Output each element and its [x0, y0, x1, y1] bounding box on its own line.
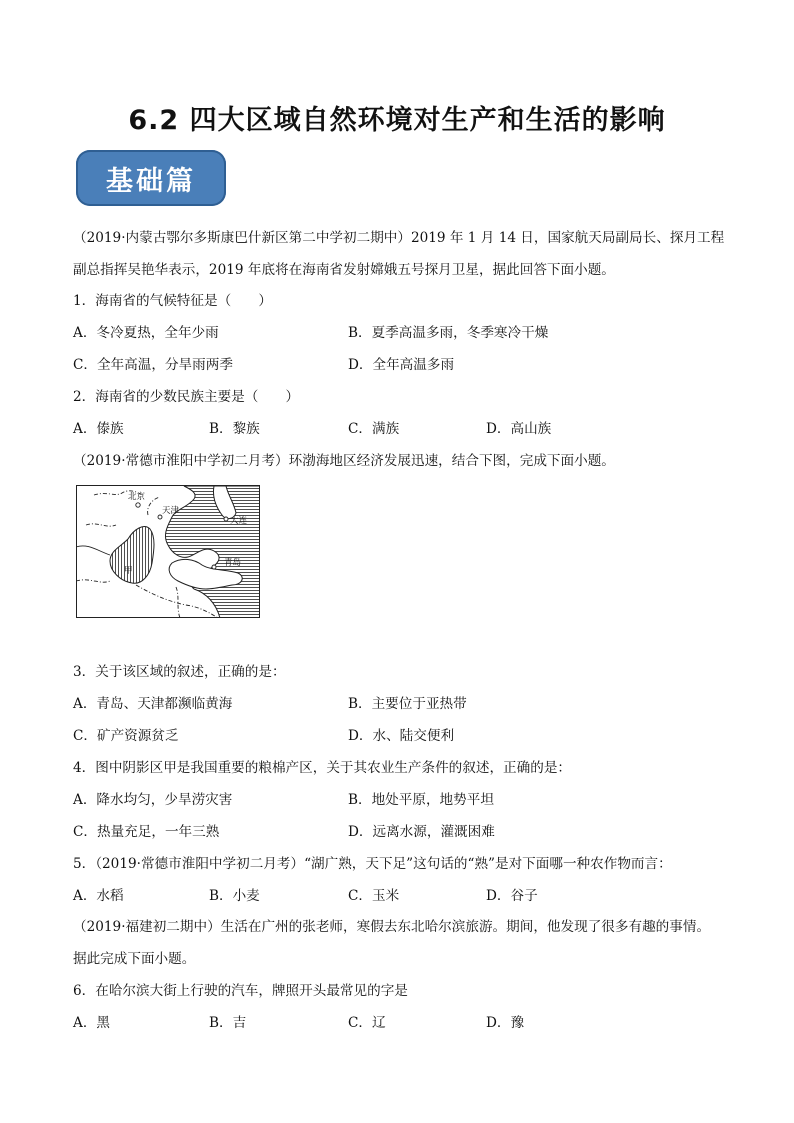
option-6d[interactable]: D．豫: [486, 1015, 525, 1031]
map-label-qingdao: 青岛: [224, 558, 242, 568]
option-2b[interactable]: B．黎族: [209, 421, 260, 437]
option-6c[interactable]: C．辽: [348, 1015, 386, 1031]
option-2d[interactable]: D．高山族: [486, 421, 552, 437]
city-marker-qingdao: [212, 565, 216, 569]
option-3b[interactable]: B．主要位于亚热带: [348, 696, 467, 712]
option-1b[interactable]: B．夏季高温多雨，冬季寒冷干燥: [348, 325, 549, 341]
page-title: 6.2 四大区域自然环境对生产和生活的影响: [128, 105, 666, 136]
section-badge-label: 基础篇: [106, 165, 196, 197]
option-4b[interactable]: B．地处平原，地势平坦: [348, 792, 494, 808]
option-5a[interactable]: A．水稻: [73, 888, 124, 904]
option-5b[interactable]: B．小麦: [209, 888, 260, 904]
section-badge: [76, 150, 226, 206]
map-label-beijing: 北京: [128, 492, 146, 502]
question-3-stem: 3．关于该区域的叙述，正确的是：: [73, 664, 286, 680]
map-label-tianjin: 天津: [162, 506, 180, 516]
option-3c[interactable]: C．矿产资源贫乏: [73, 728, 179, 744]
option-1a[interactable]: A．冬冷夏热，全年少雨: [73, 325, 219, 341]
option-5d[interactable]: D．谷子: [486, 888, 538, 904]
intro-3-line-1: （2019·福建初二期中）生活在广州的张老师，寒假去东北哈尔滨旅游。期间，他发现了很多有趣的事情。: [73, 919, 711, 935]
question-6-stem: 6．在哈尔滨大街上行驶的汽车，牌照开头最常见的字是: [73, 983, 408, 999]
option-6a[interactable]: A．黑: [73, 1015, 111, 1031]
intro-1-line-2: 副总指挥吴艳华表示，2019 年底将在海南省发射嫦娥五号探月卫星，据此回答下面小题。: [73, 262, 615, 278]
bohai-region-map: [76, 485, 260, 618]
question-5-stem: 5．（2019·常德市淮阳中学初二月考）“湖广熟，天下足”这句话的“熟”是对下面哪一种农作物而言：: [73, 856, 672, 872]
question-4-stem: 4．图中阴影区甲是我国重要的粮棉产区，关于其农业生产条件的叙述，正确的是：: [73, 760, 572, 776]
option-4c[interactable]: C．热量充足，一年三熟: [73, 824, 220, 840]
option-3d[interactable]: D．水、陆交便利: [348, 728, 455, 744]
map-label-jia: 甲: [124, 566, 133, 576]
option-4a[interactable]: A．降水均匀，少旱涝灾害: [73, 792, 233, 808]
option-2a[interactable]: A．傣族: [73, 421, 124, 437]
intro-2: （2019·常德市淮阳中学初二月考）环渤海地区经济发展迅速，结合下图，完成下面小题。: [73, 453, 615, 469]
option-4d[interactable]: D．远离水源，灌溉困难: [348, 824, 495, 840]
option-3a[interactable]: A．青岛、天津都濒临黄海: [73, 696, 233, 712]
city-marker-dalian: [224, 517, 228, 521]
option-6b[interactable]: B．吉: [209, 1015, 247, 1031]
question-2-stem: 2．海南省的少数民族主要是（ ）: [73, 389, 300, 405]
option-1d[interactable]: D．全年高温多雨: [348, 357, 455, 373]
question-1-stem: 1．海南省的气候特征是（ ）: [73, 293, 272, 309]
intro-3-line-2: 据此完成下面小题。: [73, 951, 196, 967]
option-5c[interactable]: C．玉米: [348, 888, 400, 904]
option-2c[interactable]: C．满族: [348, 421, 400, 437]
intro-1-line-1: （2019·内蒙古鄂尔多斯康巴什新区第二中学初二期中）2019 年 1 月 14 日，国家航天局副局长、探月工程: [73, 230, 725, 246]
map-label-dalian: 大连: [230, 516, 248, 526]
option-1c[interactable]: C．全年高温，分旱雨两季: [73, 357, 233, 373]
